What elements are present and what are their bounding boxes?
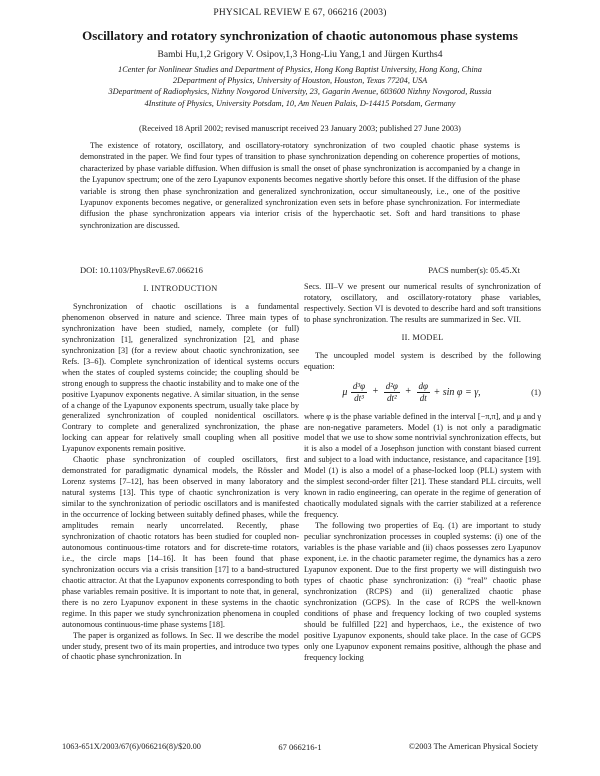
journal-header: PHYSICAL REVIEW E 67, 066216 (2003): [213, 8, 387, 18]
model-paragraph-1: where φ is the phase variable defined in the interval [−π,π], and μ and γ are non-negative parameters. Model (1) is not only a paradigmatic model that we use to show some nontrivial synchronization effects, but it is also a model of a Josephson junction with constant biased current and subject to a load with inductance, resistance, and capacitance [19]. Model (1) is also a model of a phase-locked loop (PLL) system with the simplest second-order filter [21]. These standard PLL circuits, well known in radio engineering, can operate in the regime of generation of chaotically modulated signals with the carrier stabilized at a reference frequency.: [304, 411, 541, 520]
eq-tail: + sin φ = γ,: [433, 386, 481, 398]
eq-mu: μ: [342, 386, 348, 398]
affiliations: [30, 64, 570, 109]
received-dates: (Received 18 April 2002; revised manuscript received 23 January 2003; published 27 June 2003): [139, 124, 461, 133]
intro-paragraph-1: Synchronization of chaotic oscillations is a fundamental phenomenon observed in nature and science. Three main types of synchronization have been studied, namely, complete (or full) synchronization [1], generalized synchronization [2], and phase synchronization [3] (for a review about chaotic synchronization, see Refs. [3–6]). Complete synchronization of identical systems occurs when the states of coupled systems coincide; the coupling should be strong enough to suppress the chaotic instability and to make one of the positive Lyapunov exponents negative. A similar situation, in the sense of a change of the Lyapunov exponents spectrum, usually take place by generalized synchronization of coupled nonidentical oscillators. Contrary to complete and generalized synchronization, the phase locking can appear for relatively small coupling when all positive Lyapunov exponents remain positive.: [62, 301, 299, 454]
eq-plus: +: [372, 386, 379, 398]
affiliation-2: 2Department of Physics, University of Houston, Houston, Texas 77204, USA: [172, 76, 428, 86]
model-paragraph-2: The following two properties of Eq. (1) are important to study peculiar synchronization processes in coupled systems: (i) one of the variables is the phase variable and (ii) chaos possesses zero Lyapunov exponent, i.e. in the chaotic parameter regime, the dynamics has a zero Lyapunov exponent. Due to the first property we will distinguish two types of chaotic phase synchronization: (i) “real” chaotic phase synchronization (RCPS) and (ii) generalized chaotic phase synchronization (GCPS). In the case of RCPS the well-known conditions of phase and frequency locking of two coupled systems should be fulfilled [22] and hyperchaos, i.e., the existence of two positive Lyapunov exponents, should take place. In the case of GCPS only one Lyapunov exponent remains positive, although the phase and frequency locking: [304, 521, 541, 662]
equation-body: [304, 381, 519, 404]
affiliation-4: 4Institute of Physics, University Potsdam, 10, Am Neuen Palais, D-14415 Potsdam, Germany: [144, 98, 456, 108]
equation-1: [304, 381, 541, 404]
section-heading-model: II. MODEL: [401, 332, 444, 342]
affiliation-3: 3Department of Radiophysics, Nizhny Novgorod University, 23, Gagarin Avenue, 603600 Nizhny Novgorod, Russia: [108, 87, 492, 97]
model-intro: The uncoupled model system is described by the following equation:: [304, 350, 541, 371]
equation-number: (1): [531, 386, 541, 397]
page-number: 67 066216-1: [278, 742, 322, 752]
right-column: [304, 282, 541, 664]
doi: DOI: 10.1103/PhysRevE.67.066216: [80, 265, 203, 275]
left-column: [62, 282, 299, 663]
intro-continuation: Secs. III–V we present our numerical results of synchronization of rotatory, oscillatory, and oscillatory-rotatory phase variables, respectively. Section VI is devoted to describe hard and soft transitions to phase synchronization. The results are summarized in Sec. VII.: [304, 282, 541, 324]
section-heading-introduction: I. INTRODUCTION: [143, 284, 218, 293]
pacs-numbers: PACS number(s): 05.45.Xt: [428, 265, 520, 275]
abstract: The existence of rotatory, oscillatory, and oscillatory-rotatory synchronization of two coupled chaotic phase systems is demonstrated in the paper. We find four types of transition to phase synchronization depending on coherence properties of motions, characterized by phase variable diffusion. When diffusion is small the onset of phase synchronization is accompanied by a change in the Lyapunov spectrum; one of the zero Lyapunov exponents becomes negative shortly before this onset. If the diffusion of the phase variable is strong then phase synchronization and generalized synchronization, occur simultaneously, i.e., one of the positive Lyapunov exponents becomes negative, or generalized synchronization even sets in before phase synchronization. For intermediate diffusion the phase synchronization appears via interior crisis of the hyperchaotic set. Soft and hard transitions to phase synchronization are discussed.: [80, 141, 520, 230]
footer-issn: 1063-651X/2003/67(6)/066216(8)/$20.00: [62, 742, 201, 751]
eq-frac-first: $\frac{d\varphi}{dt}$: [418, 380, 429, 403]
paper-title: Oscillatory and rotatory synchronization of chaotic autonomous phase systems: [82, 28, 518, 43]
eq-frac-second: $\frac{\text{d²φ}}{\text{dt²}}$: [385, 380, 398, 403]
author-list: Bambi Hu,1,2 Grigory V. Osipov,1,3 Hong-Liu Yang,1 and Jürgen Kurths4: [157, 50, 443, 60]
affiliation-1: 1Center for Nonlinear Studies and Department of Physics, Hong Kong Baptist University, Hong Kong, China: [118, 65, 482, 74]
copyright: ©2003 The American Physical Society: [408, 742, 538, 751]
eq-plus: +: [405, 386, 412, 398]
intro-paragraph-3: The paper is organized as follows. In Sec. II we describe the model under study, present two of its main properties, and introduce two types of chaotic phase synchronization. In: [62, 630, 299, 662]
eq-frac-third: $\frac{\text{d³φ}}{\text{dt³}}$: [352, 380, 366, 403]
intro-paragraph-2: Chaotic phase synchronization of coupled oscillators, first demonstrated for paradigmatic dynamical models, the Rössler and Lorenz systems [7–12], has been observed in many laboratory and natural systems [13]. This type of chaotic synchronization is very similar to the synchronization of periodic oscillators and is manifested in the occurrence of locking between suitably defined phases, while the amplitudes remain nearly uncorrelated. Recently, phase synchronization of chaotic rotators has been studied for coupled non-autonomous continuous-time rotators and for discrete-time rotators, i.e., the circle maps [14–16]. It has been found that phase synchronization occurs via a crisis transition [17] to a band-structured chaotic attractor. At that the Lyapunov exponents corresponding to both phase variables remain positive. It is important to note that, in general, there is no zero Lyapunov exponent in these systems in the chaotic regime. In this paper we study synchronization phenomena in coupled autonomous continuous-time phase systems [18].: [62, 455, 299, 629]
